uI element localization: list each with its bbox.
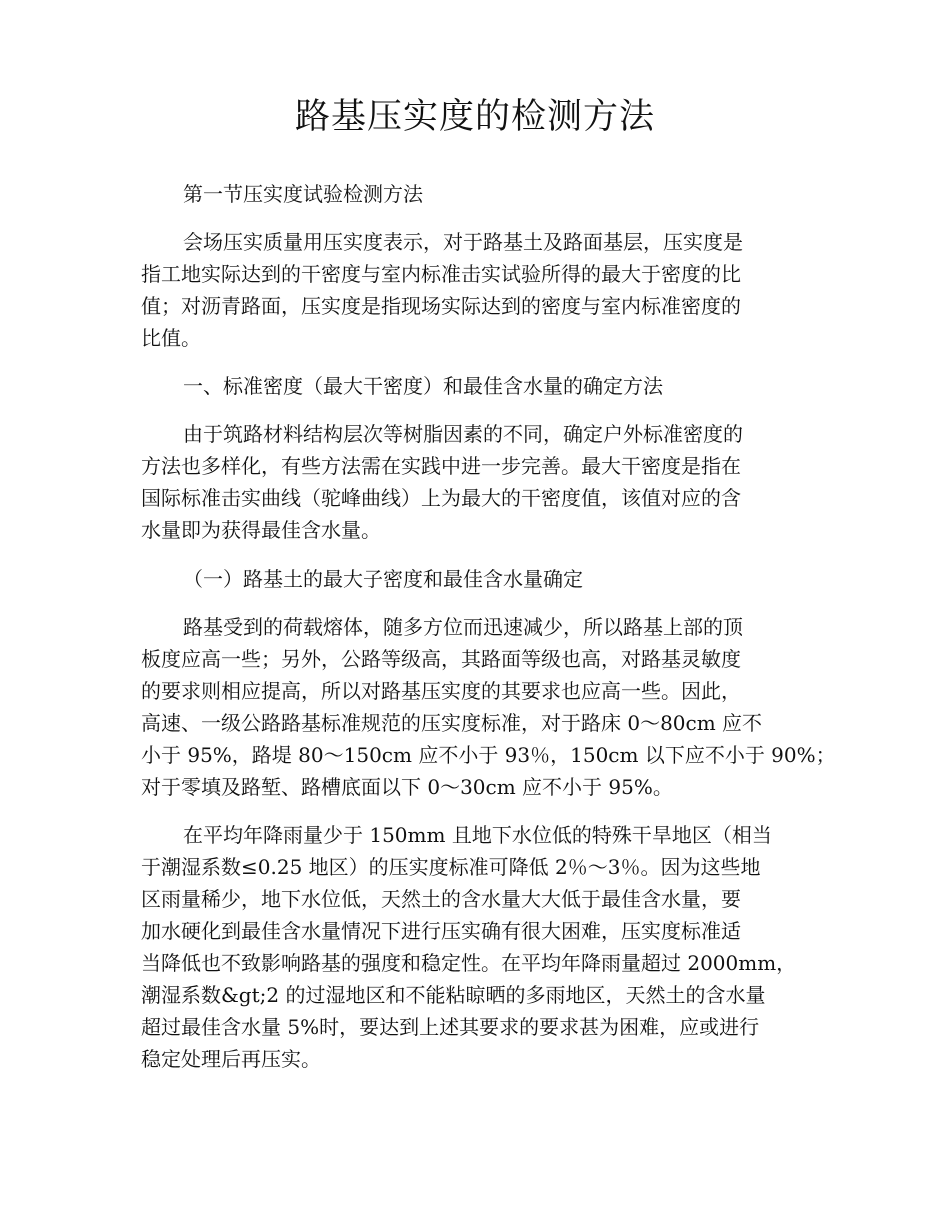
paragraph-line: 小于 95%，路堤 80～150cm 应不小于 93％，150cm 以下应不小于 90%； [141,743,836,767]
paragraph-line: 比值。 [141,326,201,350]
paragraph-line: 值；对沥青路面，压实度是指现场实际达到的密度与室内标准密度的 [141,294,741,318]
paragraph-line: 水量即为获得最佳含水量。 [141,518,381,542]
paragraph-line: 对于零填及路堑、路槽底面以下 0～30cm 应不小于 95%。 [141,775,673,799]
paragraph-line: 于潮湿系数≤0.25 地区）的压实度标准可降低 2％～3％。因为这些地 [141,855,761,879]
paragraph-line: 当降低也不致影响路基的强度和稳定性。在平均年降雨量超过 2000mm， [141,951,797,975]
paragraph-line: 路基受到的荷载熔体，随多方位而迅速减少，所以路基上部的顶 [183,615,743,639]
paragraph-line: 板度应高一些；另外，公路等级高，其路面等级也高，对路基灵敏度 [141,647,741,671]
paragraph-line: 稳定处理后再压实。 [141,1047,321,1071]
paragraph-line: 国际标准击实曲线（驼峰曲线）上为最大的干密度值，该值对应的含 [141,486,741,510]
paragraph-line: 的要求则相应提高，所以对路基压实度的其要求也应高一些。因此， [141,679,741,703]
paragraph-line: 超过最佳含水量 5%时，要达到上述其要求的要求甚为困难，应或进行 [141,1015,760,1039]
paragraph-line: 高速、一级公路路基标准规范的压实度标准，对于路床 0～80cm 应不 [141,711,763,735]
paragraph-line: 加水硬化到最佳含水量情况下进行压实确有很大困难，压实度标准适 [141,919,741,943]
paragraph-line: 指工地实际达到的干密度与室内标准击实试验所得的最大于密度的比 [141,262,741,286]
paragraph-line: 由于筑路材料结构层次等树脂因素的不同，确定户外标准密度的 [183,422,743,446]
heading-one: 一、标准密度（最大干密度）和最佳含水量的确定方法 [183,374,663,398]
paragraph-line: 潮湿系数&gt;2 的过湿地区和不能粘晾晒的多雨地区，天然土的含水量 [141,983,766,1007]
paragraph-line: 方法也多样化，有些方法需在实践中进一步完善。最大干密度是指在 [141,454,741,478]
document-title: 路基压实度的检测方法 [294,97,655,137]
paragraph-line: 在平均年降雨量少于 150mm 且地下水位低的特殊干旱地区（相当 [183,823,772,847]
section-heading: 第一节压实度试验检测方法 [183,182,423,206]
paragraph-line: 会场压实质量用压实度表示，对于路基土及路面基层，压实度是 [183,230,743,254]
paragraph-line: 区雨量稀少，地下水位低，天然土的含水量大大低于最佳含水量，要 [141,887,741,911]
heading-sub: （一）路基土的最大子密度和最佳含水量确定 [183,567,583,591]
